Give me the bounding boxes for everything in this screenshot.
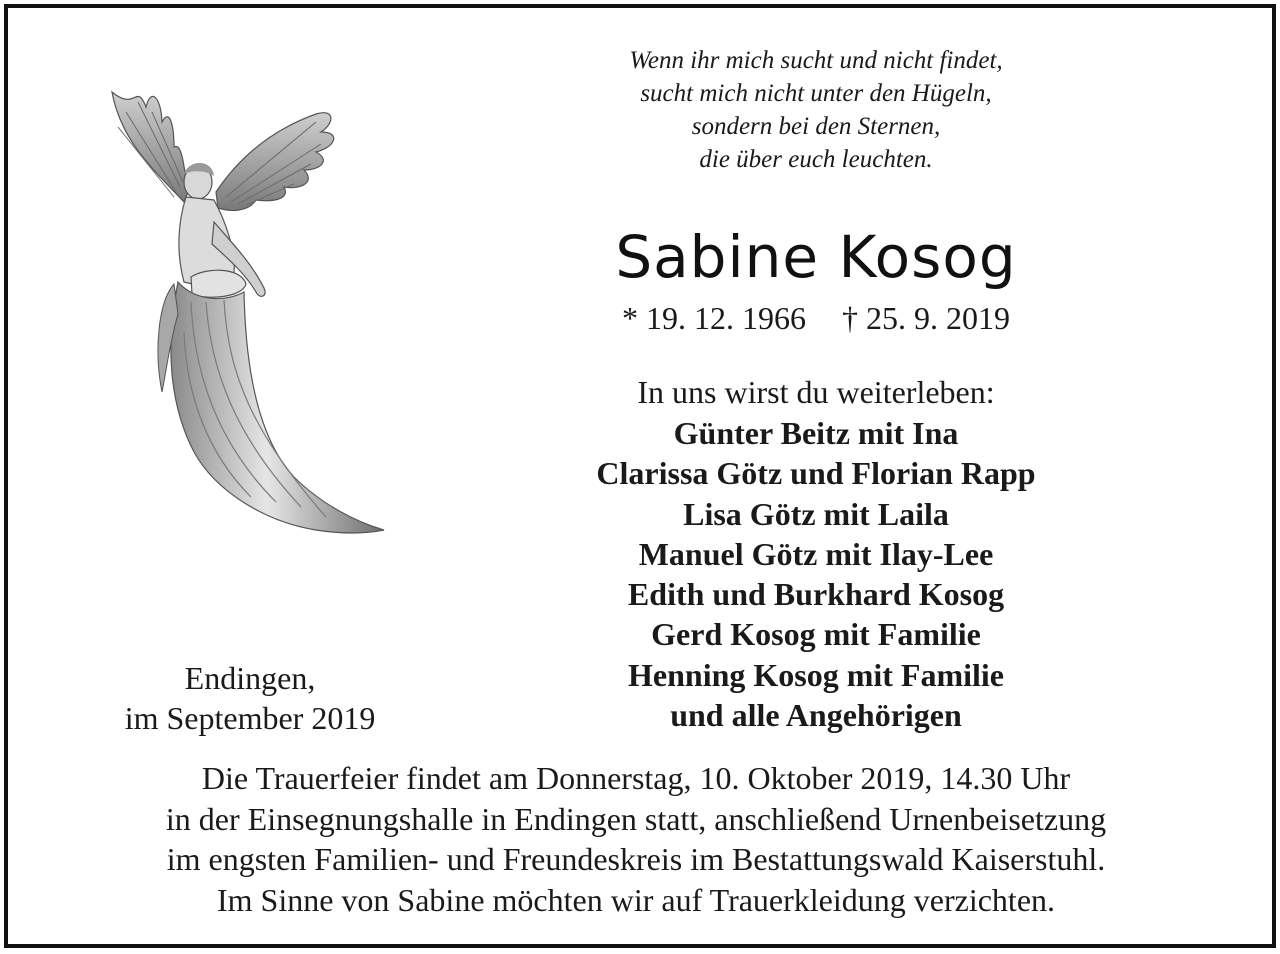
funeral-service-info (40, 758, 1232, 920)
poem-line: sondern bei den Sternen, (691, 113, 941, 140)
service-line: Im Sinne von Sabine möchten wir auf Trauerkleidung verzichten. (216, 881, 1056, 918)
birth-date: * 19. 12. 1966 (622, 300, 806, 336)
service-line: Die Trauerfeier findet am Donnerstag, 10. Oktober 2019, 14.30 Uhr (201, 760, 1071, 796)
date-line: im September 2019 (124, 700, 376, 736)
poem-line: die über euch leuchten. (699, 146, 933, 173)
mourner-name: Lisa Götz mit Laila (683, 495, 949, 532)
poem-line: sucht mich nicht unter den Hügeln, (640, 80, 992, 107)
mourners-list (516, 413, 1116, 735)
angel-statue-image (66, 52, 396, 542)
service-line: im engsten Familien- und Freundeskreis im Bestattungswald Kaiserstuhl. (166, 841, 1106, 877)
mourner-name: Günter Beitz mit Ina (673, 415, 959, 451)
poem-line: Wenn ihr mich sucht und nicht findet, (629, 47, 1003, 74)
mourner-name: Edith und Burkhard Kosog (627, 576, 1005, 613)
place-and-date (90, 658, 410, 738)
mourner-name: Gerd Kosog mit Familie (651, 616, 981, 653)
death-date: † 25. 9. 2019 (842, 300, 1010, 336)
mourner-name: Henning Kosog mit Familie (628, 656, 1004, 693)
mourner-name: Clarissa Götz und Florian Rapp (596, 455, 1036, 492)
deceased-name: Sabine Kosog (615, 223, 1017, 291)
place-line: Endingen, (184, 660, 316, 696)
mourner-name: und alle Angehörigen (670, 697, 962, 734)
service-line: in der Einsegnungshalle in Endingen statt, anschließend Urnenbeisetzung (165, 800, 1107, 837)
mourners-intro: In uns wirst du weiterleben: (637, 374, 995, 410)
poem (516, 44, 1116, 176)
mourner-name: Manuel Götz mit Ilay-Lee (638, 535, 994, 572)
life-dates (516, 298, 1116, 338)
